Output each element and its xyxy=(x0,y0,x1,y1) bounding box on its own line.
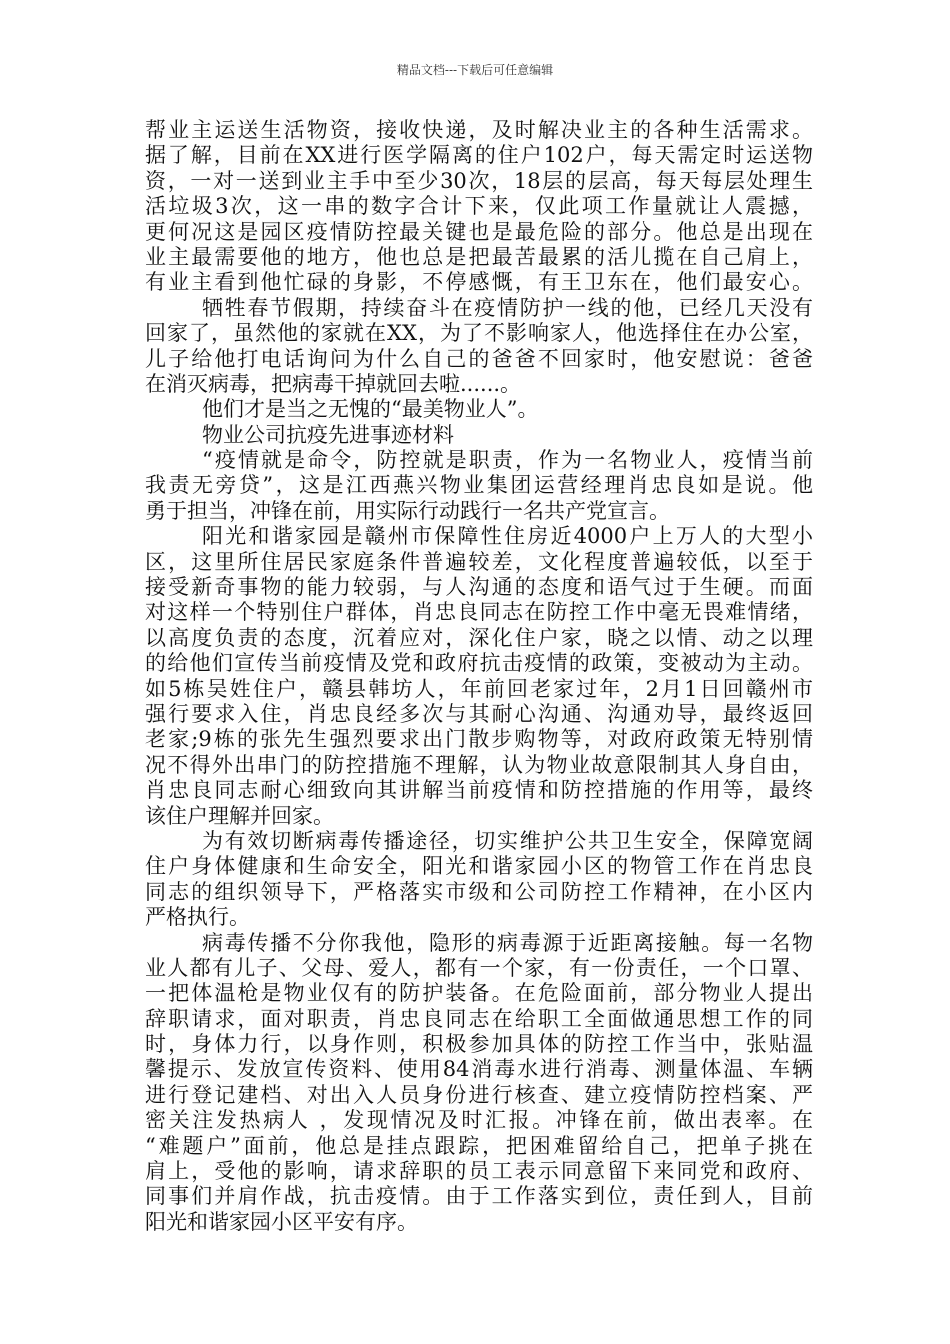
text-line: 儿子给他打电话询问为什么自己的爸爸不回家时，他安慰说：爸爸 xyxy=(145,346,813,371)
text-line: 帮业主运送生活物资，接收快递，及时解决业主的各种生活需求。 xyxy=(145,118,813,142)
text-line: 病毒传播不分你我他，隐形的病毒源于近距离接触。每一名物 xyxy=(202,930,813,955)
text-line: 在消灭病毒，把病毒干掉就回去啦......。 xyxy=(145,371,522,396)
text-line: 活垃圾3次，这一串的数字合计下来，仅此项工作量就让人震撼， xyxy=(145,194,813,219)
text-line: 区，这里所住居民家庭条件普遍较差，文化程度普遍较低，以至于 xyxy=(145,549,813,574)
text-line: 回家了，虽然他的家就在XX，为了不影响家人，他选择住在办公室， xyxy=(145,321,813,346)
text-line: 业主最需要他的地方，他也总是把最苦最累的活儿揽在自己肩上， xyxy=(145,244,813,269)
text-line: 以高度负责的态度，沉着应对，深化住户家，晓之以情、动之以理 xyxy=(145,625,813,650)
page-header: 精品文档---下载后可任意编辑 xyxy=(396,63,554,77)
text-line: 进行登记建档、对出入人员身份进行核查、建立疫情防控档案、严 xyxy=(145,1082,813,1107)
text-line: 肖忠良同志耐心细致向其讲解当前疫情和防控措施的作用等，最终 xyxy=(145,778,813,803)
text-line: 同志的组织领导下，严格落实市级和公司防控工作精神，在小区内 xyxy=(145,879,813,904)
text-line: 我责无旁贷”，这是江西燕兴物业集团运营经理肖忠良如是说。他 xyxy=(145,473,813,498)
text-line: 阳光和谐家园是赣州市保障性住房近4000户上万人的大型小 xyxy=(202,524,813,549)
text-line: 强行要求入住，肖忠良经多次与其耐心沟通、沟通劝导，最终返回 xyxy=(145,701,813,726)
text-line: 对这样一个特别住户群体，肖忠良同志在防控工作中毫无畏难情绪， xyxy=(145,600,813,625)
text-line: 阳光和谐家园小区平安有序。 xyxy=(145,1209,418,1234)
text-line: 时，身体力行，以身作则，积极参加具体的防控工作当中，张贴温 xyxy=(145,1032,813,1057)
text-line: 肩上，受他的影响，请求辞职的员工表示同意留下来同党和政府、 xyxy=(145,1159,813,1184)
text-line: 更何况这是园区疫情防控最关键也是最危险的部分。他总是出现在 xyxy=(145,219,813,244)
text-line: 辞职请求，面对职责，肖忠良同志在给职工全面做通思想工作的同 xyxy=(145,1006,813,1031)
text-line: 况不得外出串门的防控措施不理解，认为物业故意限制其人身自由， xyxy=(145,752,813,777)
text-line: 接受新奇事物的能力较弱，与人沟通的态度和语气过于生硬。而面 xyxy=(145,575,813,600)
text-line: 该住户理解并回家。 xyxy=(145,803,334,828)
text-line: 据了解，目前在XX进行医学隔离的住户102户，每天需定时运送物 xyxy=(145,143,813,168)
text-line: 老家;9栋的张先生强烈要求出门散步购物等，对政府政策无特别情 xyxy=(145,727,813,752)
document-body xyxy=(145,118,813,1235)
text-line: 有业主看到他忙碌的身影，不停感慨，有王卫东在，他们最安心。 xyxy=(145,270,813,295)
text-line: 同事们并肩作战，抗击疫情。由于工作落实到位，责任到人，目前 xyxy=(145,1184,813,1209)
text-line: 一把体温枪是物业仅有的防护装备。在危险面前，部分物业人提出 xyxy=(145,981,813,1006)
text-line: 的给他们宣传当前疫情及党和政府抗击疫情的政策，变被动为主动。 xyxy=(145,651,813,676)
text-line: 住户身体健康和生命安全，阳光和谐家园小区的物管工作在肖忠良 xyxy=(145,854,813,879)
text-line: “难题户”面前，他总是挂点跟踪，把困难留给自己，把单子挑在 xyxy=(145,1133,813,1158)
text-line: 严格执行。 xyxy=(145,905,250,930)
text-line: 馨提示、发放宣传资料、使用84消毒水进行消毒、测量体温、车辆 xyxy=(145,1057,813,1082)
text-line: 牺牲春节假期，持续奋斗在疫情防护一线的他，已经几天没有 xyxy=(202,295,813,320)
text-line: 如5栋吴姓住户，赣县韩坊人，年前回老家过年，2月1日回赣州市 xyxy=(145,676,813,701)
text-line: “疫情就是命令，防控就是职责，作为一名物业人，疫情当前 xyxy=(202,448,813,473)
text-line: 业人都有儿子、父母、爱人，都有一个家，有一份责任，一个口罩、 xyxy=(145,955,813,980)
text-line: 资，一对一送到业主手中至少30次，18层的层高，每天每层处理生 xyxy=(145,168,813,193)
text-line: 勇于担当，冲锋在前，用实际行动践行一名共产党宣言。 xyxy=(145,498,670,523)
text-line: 密关注发热病人 ，发现情况及时汇报。冲锋在前，做出表率。在 xyxy=(145,1108,813,1133)
text-line: 为有效切断病毒传播途径，切实维护公共卫生安全，保障宽阔 xyxy=(202,828,813,853)
text-line: 他们才是当之无愧的“最美物业人”。 xyxy=(202,397,539,422)
text-line: 物业公司抗疫先进事迹材料 xyxy=(202,422,454,447)
